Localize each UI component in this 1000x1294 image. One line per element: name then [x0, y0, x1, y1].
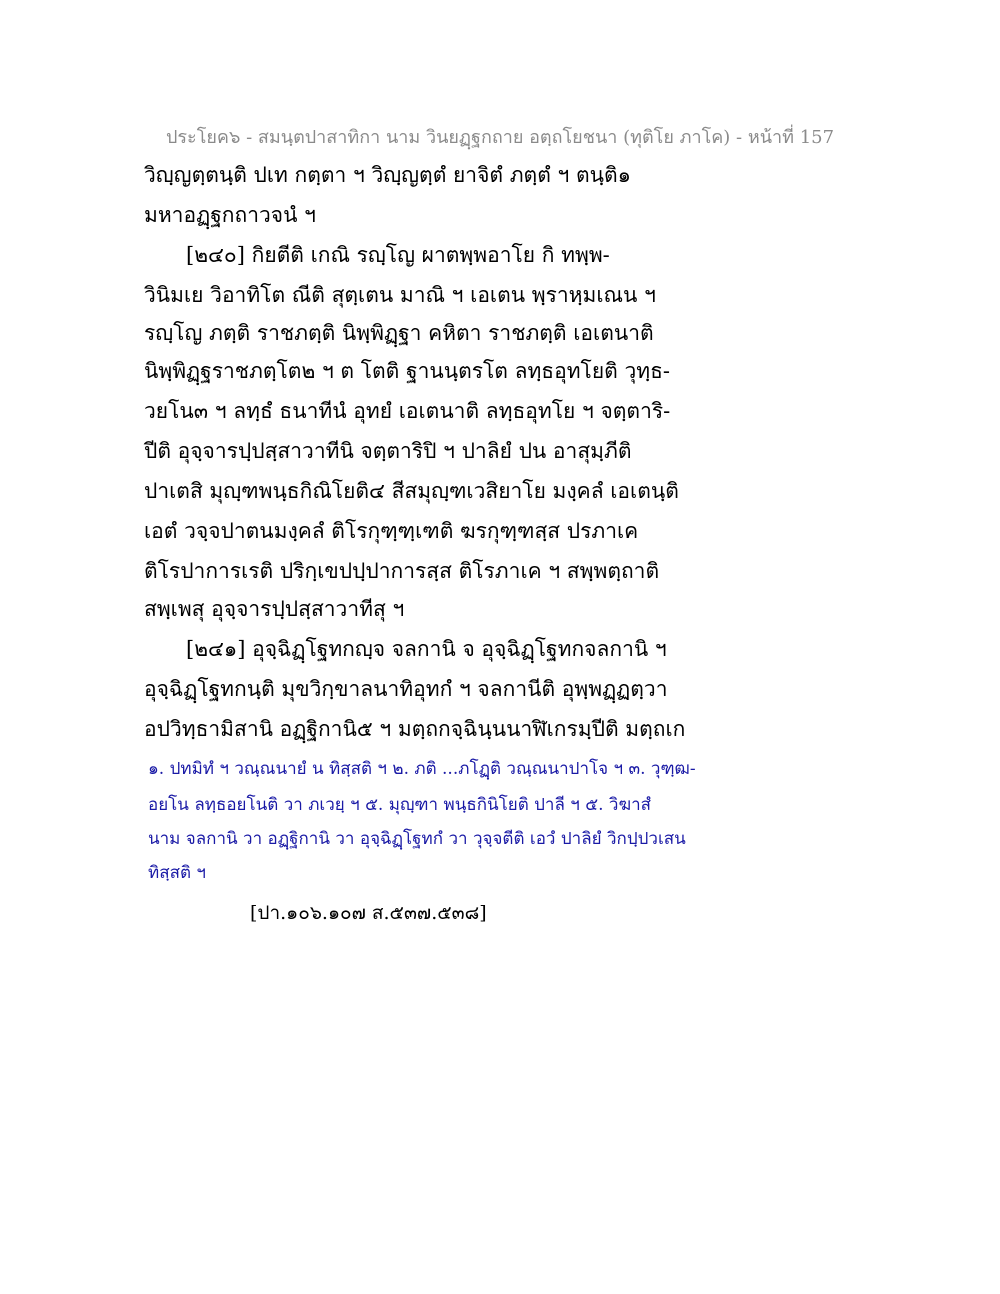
text-line: สพฺเพสุ อุจฺจารปฺปสฺสาวาทีสุ ฯ	[144, 597, 405, 621]
text-line: นิพฺพิฏฺฐราชภตฺโต๒ ฯ ต โตติ ฐานนฺตรโต ลทฺธอุทโยติ วุทฺธ-	[144, 359, 671, 383]
paragraph-241-first-line: [๒๔๑] อุจฺฉิฏฺโฐทกญฺจ จลกานิ จ อุจฺฉิฏฺโฐทกจลกานิ ฯ	[186, 637, 667, 661]
text-line: วินิมเย วิอาทิโต ณีติ สุตฺเตน มาณิ ฯ เอเตน พฺราหฺมเณน ฯ	[144, 283, 656, 307]
footnote-line: ๑. ปทมิทํ ฯ วณฺณนายํ น ทิสฺสติ ฯ ๒. ภติ ...ภโฏฺติ วณฺณนาปาโจ ฯ ๓. วุฑฺฒ-	[148, 759, 696, 779]
footnote-line: อยโน ลทฺธอยโนติ วา ภเวยฺ ฯ ๕. มุญฺฑา พนฺธกินิโยติ ปาลี ฯ ๕. วิฆาสํ	[148, 795, 652, 815]
paragraph-240-first-line: [๒๔๐] กิยตีติ เกณิ รญฺโญ ผาตพฺพอาโย กิ ทพฺพ-	[186, 243, 610, 267]
text-line: ปีติ อุจฺจารปฺปสฺสาวาทีนิ จตฺตาริปิ ฯ ปาลิยํ ปน อาสุมฺภีติ	[144, 439, 632, 463]
page-header: ประโยค๖ - สมนฺตปาสาทิกา นาม วินยฏฺฐกถาย อตฺถโยชนา (ทุติโย ภาโค) - หน้าที่ 157	[165, 127, 835, 148]
text-line: อุจฺฉิฏฺโฐทกนฺติ มุขวิกฺขาลนาทิอุทกํ ฯ จลกานีติ อุพฺพฏฺฏตฺวา	[144, 677, 668, 701]
text-line: อปวิทฺธามิสานิ อฏฺฐิกานิ๕ ฯ มตฺถกจฺฉินฺนนาฬิเกรมฺปีติ มตฺถเก	[144, 717, 686, 741]
text-line: มหาอฏฺฐกถาวจนํ ฯ	[144, 203, 316, 227]
text-line: ติโรปาการเรติ ปริกฺเขปปฺปาการสฺส ติโรภาเค ฯ สพฺพตฺถาติ	[144, 559, 660, 583]
text-line: วิญฺญตฺตนฺติ ปเท กตฺตา ฯ วิญฺญตฺตํ ยาจิตํ ภตฺตํ ฯ ตนฺติ๑	[144, 163, 631, 187]
text-line: เอตํ วจฺจปาตนมงฺคลํ ติโรกุฑฺฑฺเฑติ ฆรกุฑฺฑสฺส ปรภาเค	[144, 519, 639, 543]
page-reference: [ปา.๑๐๖.๑๐๗ ส.๕๓๗.๕๓๘]	[250, 902, 487, 924]
text-line: ปาเตสิ มุญฺฑพนฺธกิณิโยติ๔ สีสมุญฺฑเวสิยาโย มงฺคลํ เอเตนฺติ	[144, 479, 679, 503]
text-line: รญฺโญ ภตฺติ ราชภตฺติ นิพฺพิฏฺฐา คหิตา ราชภตฺติ เอเตนาติ	[144, 321, 654, 345]
footnote-line: ทิสฺสติ ฯ	[148, 863, 206, 883]
footnote-line: นาม จลกานิ วา อฏฺฐิกานิ วา อุจฺฉิฏฺโฐทกํ วา วุจฺจตีติ เอวํ ปาลิยํ วิกปฺปวเสน	[148, 829, 686, 849]
text-line: วยโน๓ ฯ ลทฺธํ ธนาทีนํ อุทยํ เอเตนาติ ลทฺธอุทโย ฯ จตฺตาริ-	[144, 399, 671, 423]
